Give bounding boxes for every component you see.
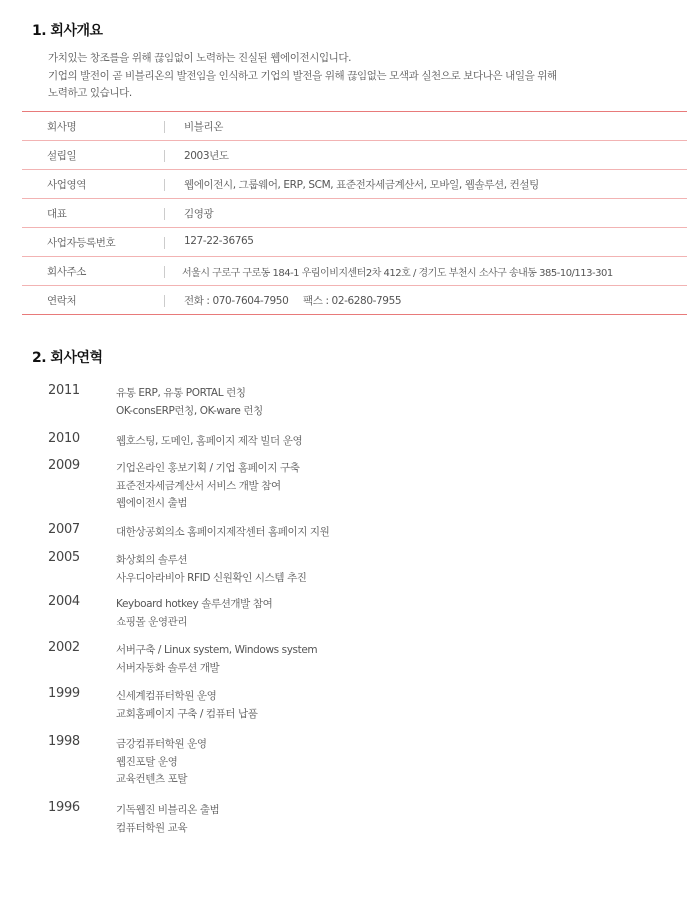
history-events (116, 642, 676, 677)
info-value: 127-22-36765 (184, 235, 254, 247)
info-row-company-name (22, 112, 687, 141)
history-year: 2011 (48, 383, 80, 398)
history-events (116, 552, 676, 587)
info-label: 회사명 (47, 121, 77, 133)
history-events (116, 688, 676, 723)
history-event: 교육컨텐츠 포탈 (116, 773, 188, 785)
history-event: 서버자동화 솔루션 개발 (116, 661, 220, 674)
history-events (116, 802, 676, 837)
column-divider (164, 237, 165, 249)
info-value: 서울시 구로구 구로동 184-1 우림이비지센터2차 412호 / 경기도 부천시 소사구 송내동 385-10/113-301 (182, 268, 613, 279)
history-event: 기업온라인 홍보기획 / 기업 홈페이지 구축 (116, 462, 300, 474)
history-events (116, 736, 676, 789)
history-year: 1996 (48, 800, 80, 815)
info-row-established (22, 141, 687, 170)
info-label: 대표 (47, 208, 67, 220)
info-value: 김영광 (184, 208, 214, 220)
info-value: 2003년도 (184, 150, 229, 162)
info-row-address (22, 257, 687, 286)
history-year: 2007 (48, 522, 80, 537)
history-event: 금강컴퓨터학원 운영 (116, 738, 207, 750)
info-row-business-number (22, 228, 687, 257)
history-event: 웹진포탈 운영 (116, 755, 178, 768)
intro-line: 가치있는 창조를을 위해 끊임없이 노력하는 진실된 웹에이전시입니다. (48, 52, 352, 64)
company-intro (48, 50, 668, 103)
history-event: 사우디아라비아 RFID 신원확인 시스템 추진 (116, 571, 307, 584)
history-year: 2009 (48, 458, 80, 473)
history-event: 표준전자세금계산서 서비스 개발 참여 (116, 479, 281, 492)
info-row-business-area (22, 170, 687, 199)
intro-line: 기업의 발전이 곧 비블리온의 발전임을 인식하고 기업의 발전을 위해 끊임없는 모색과 실천으로 보다나은 내일을 위해 (48, 69, 557, 82)
history-events (116, 524, 676, 542)
history-event: Keyboard hotkey 솔루션개발 참여 (116, 598, 273, 610)
history-year: 1998 (48, 734, 80, 749)
history-year: 2004 (48, 594, 80, 609)
column-divider (164, 121, 165, 133)
info-label: 설립일 (47, 150, 77, 162)
history-event: 웹에이전시 출범 (116, 497, 188, 509)
history-event: 웹호스팅, 도메인, 홈페이지 제작 빌더 운영 (116, 435, 303, 447)
info-value: 웹에이전시, 그룹웨어, ERP, SCM, 표준전자세금계산서, 모바일, 웹솔루션, 컨설팅 (184, 179, 539, 191)
history-year: 2005 (48, 550, 80, 565)
section-title-company-overview: 1. 회사개요 (32, 23, 103, 39)
section-title-company-history: 2. 회사연혁 (32, 350, 103, 366)
history-year: 2002 (48, 640, 80, 655)
history-event: 대한상공회의소 홈페이지제작센터 홈페이지 지원 (116, 526, 330, 538)
history-event: 화상회의 솔루션 (116, 554, 188, 566)
info-label: 사업자등록번호 (47, 237, 116, 249)
history-event: 교회홈페이지 구축 / 컴퓨터 납품 (116, 707, 258, 720)
history-event: 기독웹진 비블리온 출범 (116, 804, 220, 816)
company-info-table (22, 111, 687, 315)
column-divider (164, 295, 165, 307)
history-event: 서버구축 / Linux system, Windows system (116, 644, 318, 656)
history-event: 유통 ERP, 유통 PORTAL 런칭 (116, 387, 246, 399)
column-divider (164, 208, 165, 220)
info-label: 회사주소 (47, 266, 86, 278)
info-value: 전화 : 070-7604-7950 팩스 : 02-6280-7955 (184, 295, 402, 307)
history-events (116, 385, 676, 420)
history-events (116, 596, 676, 631)
history-year: 1999 (48, 686, 80, 701)
info-row-contact (22, 286, 687, 314)
column-divider (164, 179, 165, 191)
info-label: 연락처 (47, 295, 77, 307)
history-event: 컴퓨터학원 교육 (116, 821, 188, 834)
info-value: 비블리온 (184, 121, 223, 133)
history-events (116, 433, 676, 451)
info-row-ceo (22, 199, 687, 228)
history-year: 2010 (48, 431, 80, 446)
intro-line: 노력하고 있습니다. (48, 87, 132, 99)
info-label: 사업영역 (47, 179, 86, 191)
history-event: OK-consERP런칭, OK-ware 런칭 (116, 404, 263, 417)
history-event: 쇼핑몰 운영관리 (116, 615, 188, 628)
history-event: 신세계컴퓨터학원 운영 (116, 690, 217, 702)
column-divider (164, 266, 165, 278)
history-events (116, 460, 676, 513)
column-divider (164, 150, 165, 162)
